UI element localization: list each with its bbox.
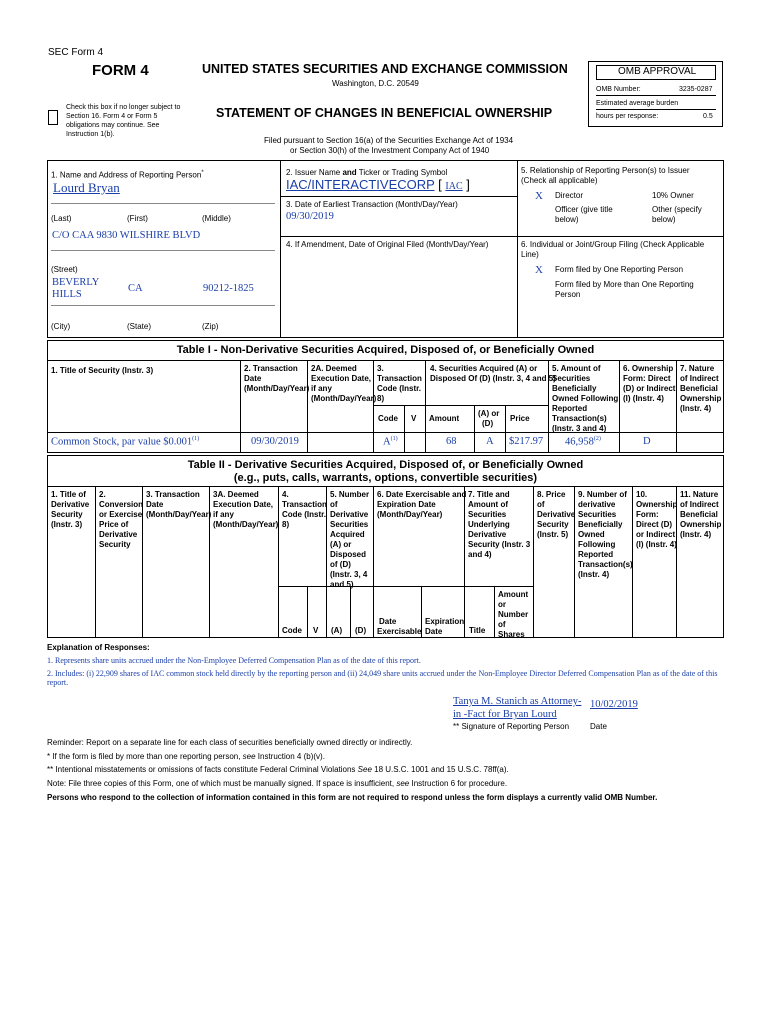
earliest-transaction-date: 09/30/2019 [286,211,334,222]
t2-sub-d: (D) [355,626,367,635]
issuer-name[interactable]: IAC/INTERACTIVECORP [ IAC ] [286,177,470,192]
filed-pursuant-line2: or Section 30(h) of the Investment Company Act of 1940 [290,146,490,155]
state-value: CA [128,283,143,294]
other-label: Other (specify below) [652,205,702,224]
no-longer-subject-checkbox[interactable] [48,110,58,125]
t1-h2: 2. Transaction Date (Month/Day/Year) [244,364,310,393]
one-reporting-person-label: Form filed by One Reporting Person [555,265,684,274]
t2-sub-a: (A) [331,626,343,635]
t1-h4: 4. Securities Acquired (A) or Disposed Of (D) (Instr. 3, 4 and 5) [430,364,556,383]
t1-sub-aord: (A) or (D) [478,409,500,428]
box4-label: 4. If Amendment, Date of Original Filed (Month/Day/Year) [286,240,489,249]
t1-h7: 7. Nature of Indirect Beneficial Ownership (Instr. 4) [680,364,722,413]
t2-h3: 3. Transaction Date (Month/Day/Year) [146,490,212,519]
checkbox-instruction: Check this box if no longer subject to Section 16. Form 4 or Form 5 obligations may continue. See Instruction 1(b). [66,104,181,138]
form-number: FORM 4 [92,62,149,79]
state-label: (State) [127,322,152,331]
t2-h1: 1. Title of Derivative Security (Instr. 3) [51,490,90,529]
t2-h11: 11. Nature of Indirect Beneficial Ownership (Instr. 4) [680,490,722,539]
omb-number-label: OMB Number: [596,86,641,93]
footnote-1: 1. Represents share units accrued under the Non-Employee Deferred Compensation Plan as of the date of this report. [47,656,421,665]
filed-pursuant-line1: Filed pursuant to Section 16(a) of the Securities Exchange Act of 1934 [264,136,514,145]
t2-h10: 10. Ownership Form: Direct (D) or Indirect (I) (Instr. 4) [636,490,678,549]
t1-h2a: 2A. Deemed Execution Date, if any (Month/Day/Year) [311,364,377,403]
t2-h3a: 3A. Deemed Execution Date, if any (Month/Day/Year) [213,490,279,529]
ten-percent-owner-label: 10% Owner [652,191,694,200]
omb-approval-title: OMB APPROVAL [618,66,697,77]
t1-row-form: D [643,436,651,447]
director-label: Director [555,191,584,200]
last-label: (Last) [51,214,72,223]
first-label: (First) [127,214,148,223]
t2-sub-v: V [313,626,319,635]
t1-sub-v: V [411,414,417,423]
t1-row-amount: 68 [446,436,457,447]
city-value: BEVERLY HILLS [52,277,100,300]
t2-h4: 4. Transaction Code (Instr. 8) [282,490,327,529]
city-label: (City) [51,322,71,331]
footnote-star: * If the form is filed by more than one reporting person, see Instruction 4 (b)(v). [47,752,325,761]
signature-label: ** Signature of Reporting Person [453,722,570,731]
t1-h1: 1. Title of Security (Instr. 3) [51,366,154,375]
burden-label: Estimated average burden [596,100,679,107]
statement-title: STATEMENT OF CHANGES IN BENEFICIAL OWNERSHIP [216,106,553,120]
t1-h5: 5. Amount of Securities Beneficially Owned Following Reported Transaction(s) (Instr. 3 and 4) [552,364,619,433]
box5-label: 5. Relationship of Reporting Person(s) to Issuer (Check all applicable) [521,166,690,185]
footnote-double-star: ** Intentional misstatements or omissions of facts constitute Federal Criminal Violations See 18 U.S.C. 1001 and 15 U.S.C. 78ff(a). [47,765,509,774]
box6-label: 6. Individual or Joint/Group Filing (Check Applicable Line) [521,240,705,259]
reminder-text: Reminder: Report on a separate line for each class of securities beneficially owned directly or indirectly. [47,738,413,747]
t2-h2: 2. Conversion or Exercise Price of Derivative Security [99,490,144,549]
t1-sub-price: Price [510,414,530,423]
t2-sub-title: Title [469,626,486,635]
t1-row-owned: 46,958$^{(2)}$ [565,436,601,448]
t2-h5: 5. Number of Derivative Securities Acquired (A) or Disposed of (D) (Instr. 3, 4 and 5) [330,490,370,589]
date-label: Date [590,722,607,731]
agency-city: Washington, D.C. 20549 [332,79,419,88]
middle-label: (Middle) [202,214,231,223]
hours-label: hours per response: [596,113,659,120]
t1-sub-code: Code [378,414,398,423]
box3-label: 3. Date of Earliest Transaction (Month/Day/Year) [286,200,458,209]
one-reporting-person-check[interactable]: X [535,264,543,276]
zip-label: (Zip) [202,322,219,331]
t1-row-code: $A^{(1)}$ [383,436,398,448]
box1-label: 1. Name and Address of Reporting Person* [51,170,204,180]
t2-sub-amount: Amount or Number of Shares [498,590,529,639]
street-address: C/O CAA 9830 WILSHIRE BLVD [52,230,201,241]
sec-form-label: SEC Form 4 [48,47,104,58]
t1-h3: 3. Transaction Code (Instr. 8) [377,364,422,403]
t1-h6: 6. Ownership Form: Direct (D) or Indirect (I) (Instr. 4) [623,364,676,403]
t2-sub-code: Code [282,626,302,635]
signature: Tanya M. Stanich as Attorney- in -Fact for Bryan Lourd [453,696,582,720]
director-check[interactable]: X [535,190,543,202]
street-label: (Street) [51,265,78,274]
t1-row-date: 09/30/2019 [251,436,299,447]
signature-date: 10/02/2019 [590,699,638,710]
table2-title: Table II - Derivative Securities Acquired, Disposed of, or Beneficially Owned (e.g., puts, calls, warrants, options, convertible securities) [187,459,584,484]
explanation-heading: Explanation of Responses: [47,643,150,652]
officer-label: Officer (give title below) [555,205,613,224]
agency-title: UNITED STATES SECURITIES AND EXCHANGE COMMISSION [202,62,568,76]
reporting-person-name[interactable]: Lourd Bryan [53,180,120,195]
t1-row-title: Common Stock, par value $0.001$^{(1)}$ [51,436,200,448]
more-reporting-persons-label: Form filed by More than One Reporting Person [555,280,694,299]
t1-sub-amount: Amount [429,414,460,423]
t2-h8: 8. Price of Derivative Security (Instr. 5) [537,490,576,539]
t2-h6: 6. Date Exercisable and Expiration Date (Month/Day/Year) [377,490,467,519]
note-text: Note: File three copies of this Form, one of which must be manually signed. If space is insufficient, see Instruction 6 for procedure. [47,779,508,788]
t1-row-price: $217.97 [509,436,544,447]
t1-row-aord: A [486,436,494,447]
omb-number-value: 3235-0287 [679,86,713,93]
zip-value: 90212-1825 [203,283,254,294]
omb-disclaimer: Persons who respond to the collection of information contained in this form are not required to respond unless the form displays a currently valid OMB Number. [47,793,658,802]
t2-sub-date-exercisable: Date Exercisable [377,617,422,636]
box2-label: 2. Issuer Name and Ticker or Trading Symbol [286,168,448,177]
t2-h7: 7. Title and Amount of Securities Underlying Derivative Security (Instr. 3 and 4) [468,490,531,559]
t2-h9: 9. Number of derivative Securities Beneficially Owned Following Reported Transaction(s) (Instr. 4) [578,490,633,579]
t2-sub-expiration: Expiration Date [425,617,465,636]
table1-title: Table I - Non-Derivative Securities Acquired, Disposed of, or Beneficially Owned [176,344,595,356]
footnote-2: 2. Includes: (i) 22,909 shares of IAC common stock held directly by the reporting person and (ii) 24,049 share units accrued under the Non-Employee Director Deferred Compensation Plan as of the date of this report. [47,669,718,687]
hours-value: 0.5 [703,113,713,120]
